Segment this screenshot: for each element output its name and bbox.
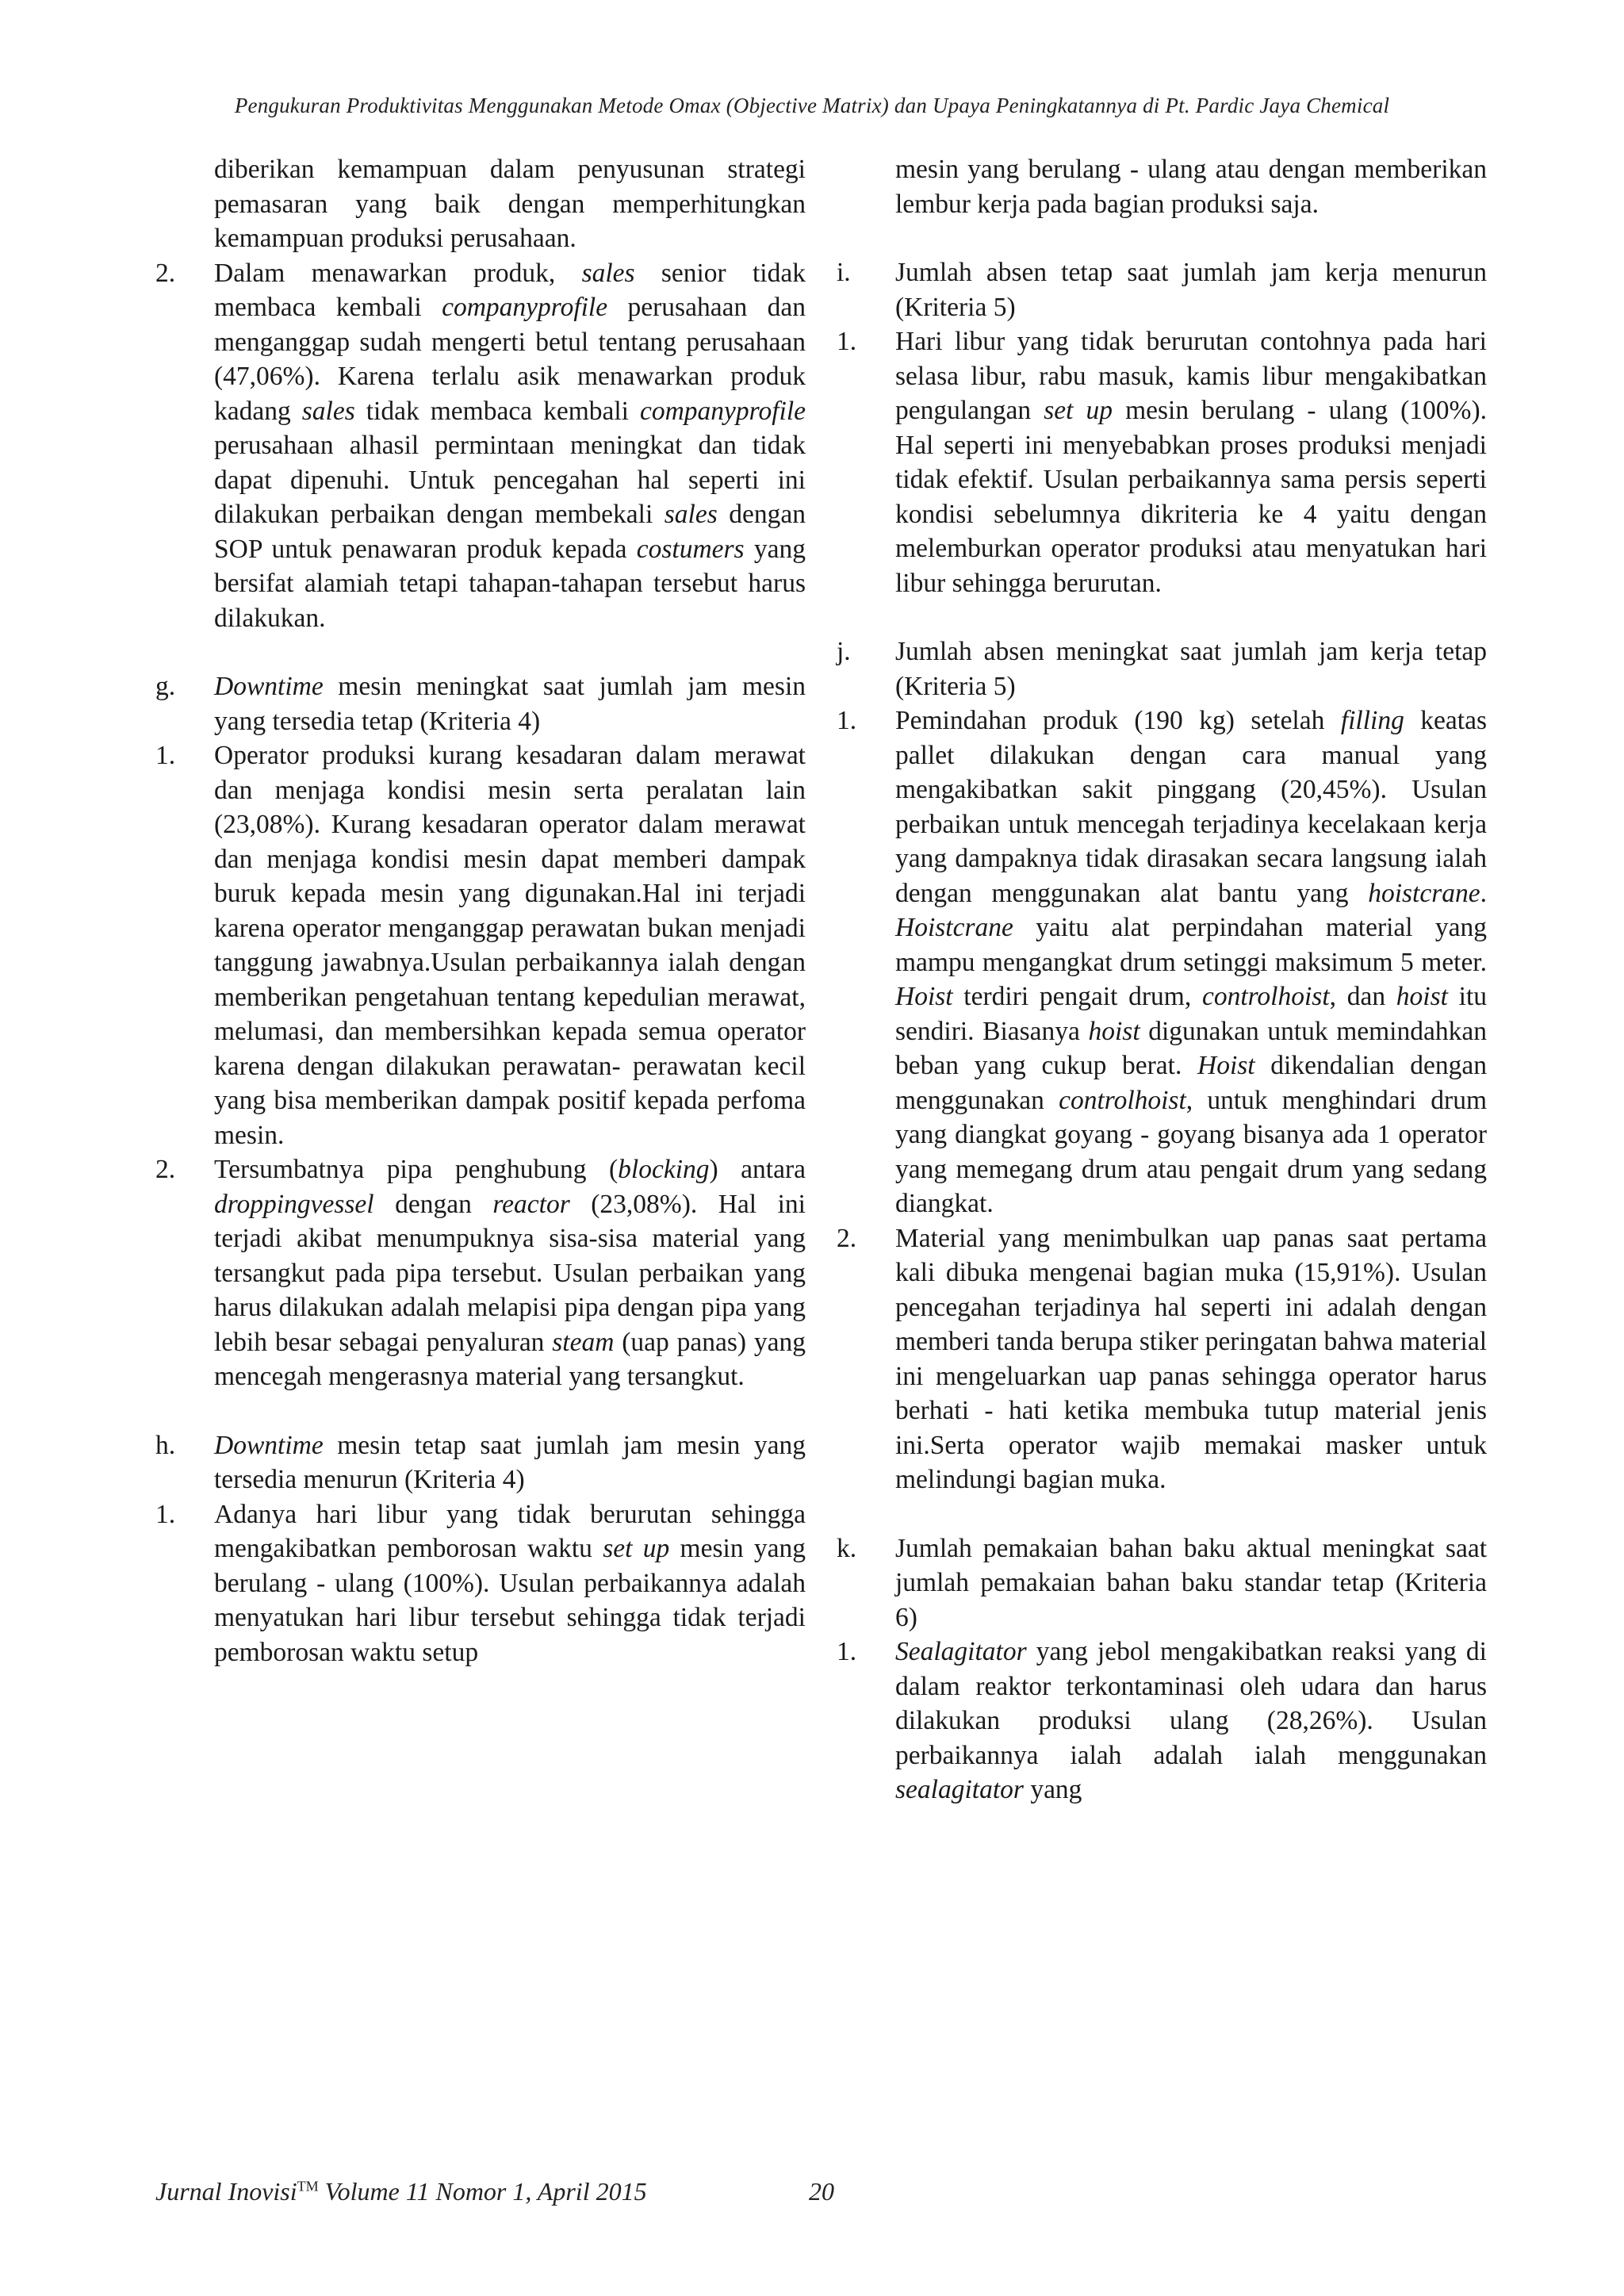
section-heading: Downtime mesin tetap saat jumlah jam mesin yang tersedia menurun (Kriteria 4) (214, 1430, 806, 1494)
section-k (837, 1531, 1487, 1635)
section-heading: Jumlah absen tetap saat jumlah jam kerja menurun (Kriteria 5) (895, 258, 1487, 322)
trademark-mark: TM (297, 2178, 319, 2194)
list-item (155, 738, 806, 1152)
section-heading: Jumlah pemakaian bahan baku aktual meningkat saat jumlah pemakaian bahan baku standar tetap (Kriteria 6) (895, 1533, 1487, 1632)
section-j (837, 634, 1487, 703)
list-item (155, 256, 806, 636)
list-item (837, 324, 1487, 600)
item-number: 1. (837, 327, 857, 356)
item-number: 1. (837, 706, 857, 735)
item-text: Tersumbatnya pipa penghubung (blocking) antara droppingvessel dengan reactor (23,08%). Hal ini terjadi akibat menumpuknya sisa-sisa material yang tersangkut pada pipa tersebut. Usulan perbaikan yang harus dilakukan adalah melapisi pipa dengan pipa yang lebih besar sebagai penyaluran steam (uap panas) yang mencegah mengerasnya material yang tersangkut. (214, 1155, 806, 1391)
section-j-list (837, 703, 1487, 1497)
item-number: 2. (155, 258, 176, 288)
f-item-list (155, 256, 806, 636)
item-text: Hari libur yang tidak berurutan contohnya pada hari selasa libur, rabu masuk, kamis libur mengakibatkan pengulangan set up mesin berulang - ulang (100%). Hal seperti ini menyebabkan proses produksi menjadi tidak efektif. Usulan perbaikannya sama persis seperti kondisi sebelumnya dikriteria ke 4 yaitu dengan melemburkan operator produksi atau menyatukan hari libur sehingga berurutan. (895, 327, 1487, 598)
section-k-list (837, 1635, 1487, 1807)
section-g-list (155, 738, 806, 1394)
section-label: j. (837, 637, 851, 666)
item-text: Operator produksi kurang kesadaran dalam merawat dan menjaga kondisi mesin serta peralatan lain (23,08%). Kurang kesadaran operator dalam merawat dan menjaga kondisi mesin dapat memberi dampak buruk kepada mesin yang digunakan.Hal ini terjadi karena operator menganggap perawatan bukan menjadi tanggung jawabnya.Usulan perbaikannya ialah dengan memberikan pengetahuan tentang kepedulian merawat, melumasi, dan membersihkan kepada semua operator karena dengan dilakukan perawatan- perawatan kecil yang bisa memberikan dampak positif kepada perfoma mesin. (214, 741, 806, 1150)
section-label: k. (837, 1533, 857, 1563)
item-text: Pemindahan produk (190 kg) setelah filling keatas pallet dilakukan dengan cara manual yang mengakibatkan sakit pinggang (20,45%). Usulan perbaikan untuk mencegah terjadinya kecelakaan kerja yang dampaknya tidak dirasakan secara langsung ialah dengan menggunakan alat bantu yang hoistcrane. Hoistcrane yaitu alat perpindahan material yang mampu mengangkat drum setinggi maksimum 5 meter. Hoist terdiri pengait drum, controlhoist, dan hoist itu sendiri. Biasanya hoist digunakan untuk memindahkan beban yang cukup berat. Hoist dikendalian dengan menggunakan controlhoist, untuk menghindari drum yang diangkat goyang - goyang bisanya ada 1 operator yang memegang drum atau pengait drum yang sedang diangkat. (895, 706, 1488, 1218)
right-column (837, 152, 1487, 1807)
item-number: 1. (837, 1637, 857, 1666)
section-heading: Downtime mesin meningkat saat jumlah jam mesin yang tersedia tetap (Kriteria 4) (214, 672, 806, 736)
list-item (837, 1221, 1487, 1497)
section-h-list (155, 1497, 806, 1670)
section-heading: Jumlah absen meningkat saat jumlah jam kerja tetap (Kriteria 5) (895, 637, 1487, 701)
journal-name: Jurnal Inovisi (155, 2177, 297, 2206)
item-text: Dalam menawarkan produk, sales senior tidak membaca kembali companyprofile perusahaan dan menganggap sudah mengerti betul tentang perusahaan (47,06%). Karena terlalu asik menawarkan produk kadang sales tidak membaca kembali companyprofile perusahaan alhasil permintaan meningkat dan tidak dapat dipenuhi. Untuk pencegahan hal seperti ini dilakukan perbaikan dengan membekali sales dengan SOP untuk penawaran produk kepada costumers yang bersifat alamiah tetapi tahapan-tahapan tersebut harus dilakukan. (214, 258, 806, 633)
section-i-list (837, 324, 1487, 600)
section-label: h. (155, 1430, 176, 1460)
list-item (155, 1152, 806, 1394)
section-label: i. (837, 258, 851, 287)
section-h (155, 1428, 806, 1497)
section-label: g. (155, 672, 176, 701)
f-item-1-continuation: diberikan kemampuan dalam penyusunan strategi pemasaran yang baik dengan memperhitungkan kemampuan produksi perusahaan. (214, 155, 806, 253)
running-head: Pengukuran Produktivitas Menggunakan Metode Omax (Objective Matrix) dan Upaya Peningkatannya di Pt. Pardic Jaya Chemical (234, 94, 1390, 117)
item-text: Sealagitator yang jebol mengakibatkan reaksi yang di dalam reaktor terkontaminasi oleh udara dan harus dilakukan produksi ulang (28,26%). Usulan perbaikannya ialah adalah ialah menggunakan sealagitator yang (895, 1637, 1487, 1804)
list-item (837, 1635, 1487, 1807)
left-column (155, 152, 806, 1669)
item-number: 1. (155, 741, 176, 770)
h-item-1-continuation: mesin yang berulang - ulang atau dengan memberikan lembur kerja pada bagian produksi saja. (895, 155, 1487, 219)
item-number: 2. (155, 1155, 176, 1184)
page-number: 20 (809, 2177, 834, 2206)
list-item (155, 1497, 806, 1670)
journal-issue: Volume 11 Nomor 1, April 2015 (318, 2177, 647, 2206)
item-text: Material yang menimbulkan uap panas saat pertama kali dibuka mengenai bagian muka (15,91%). Usulan pencegahan terjadinya hal seperti ini adalah dengan memberi tanda berupa stiker peringatan bahwa material ini mengeluarkan uap panas sehingga operator harus berhati - hati ketika membuka tutup material jenis ini.Serta operator wajib memakai masker untuk melindungi bagian muka. (895, 1223, 1487, 1494)
section-g (155, 669, 806, 738)
journal-footer (155, 2177, 647, 2206)
section-i (837, 255, 1487, 324)
item-text: Adanya hari libur yang tidak berurutan sehingga mengakibatkan pemborosan waktu set up mesin yang berulang - ulang (100%). Usulan perbaikannya adalah menyatukan hari libur tersebut sehingga tidak terjadi pemborosan waktu setup (214, 1499, 806, 1667)
list-item (837, 703, 1487, 1221)
item-number: 1. (155, 1499, 176, 1529)
item-number: 2. (837, 1223, 857, 1253)
